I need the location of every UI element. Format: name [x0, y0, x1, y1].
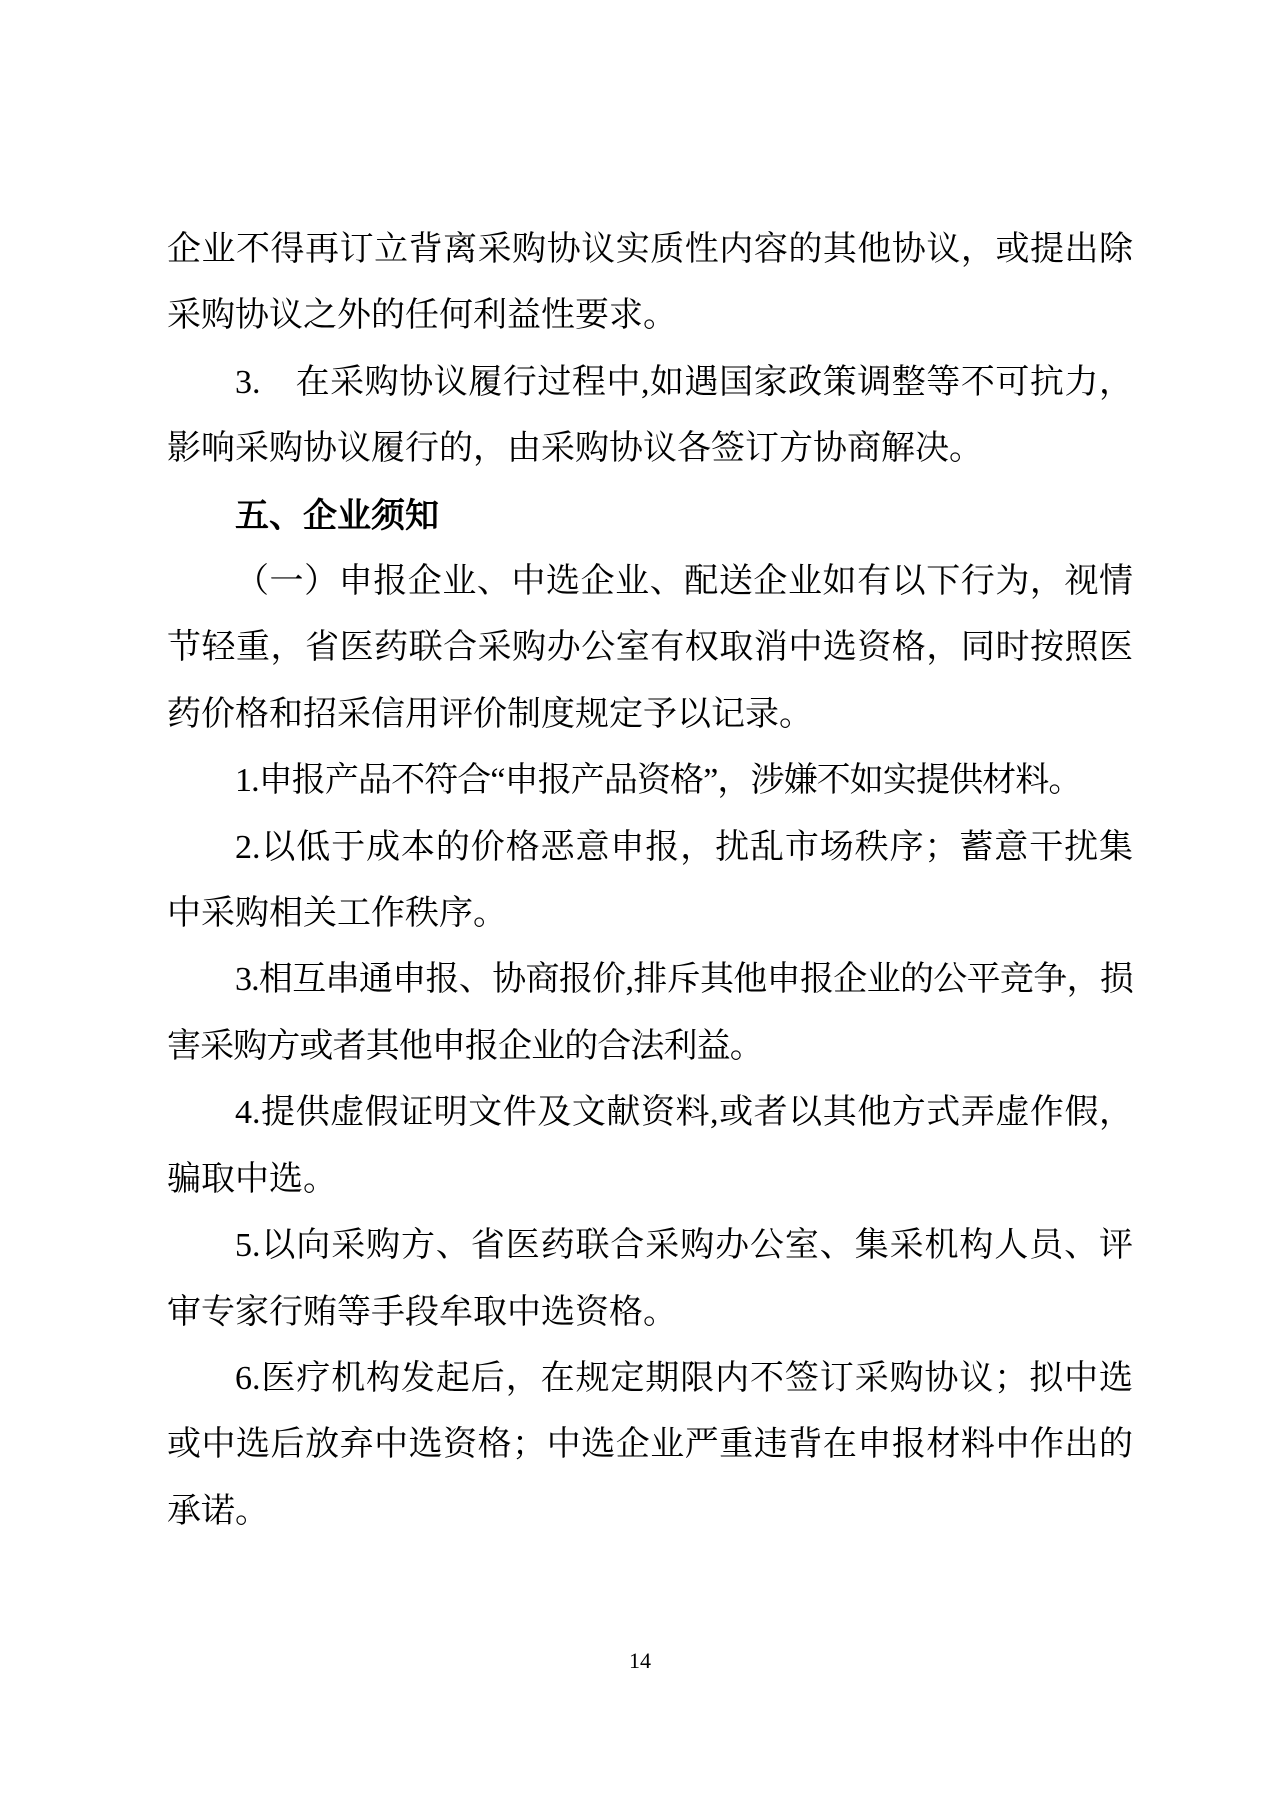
paragraph: 6.医疗机构发起后，在规定期限内不签订采购协议；拟中选或中选后放弃中选资格；中选企业严重违背在申报材料中作出的承诺。	[167, 1359, 1133, 1530]
page-number: 14	[629, 1648, 651, 1673]
paragraph: 2.以低于成本的价格恶意申报，扰乱市场秩序；蓄意干扰集中采购相关工作秩序。	[167, 828, 1133, 933]
paragraph: 4.提供虚假证明文件及文献资料,或者以其他方式弄虚作假，骗取中选。	[167, 1094, 1133, 1198]
paragraph: （一）申报企业、中选企业、配送企业如有以下行为，视情节轻重，省医药联合采购办公室有权取消中选资格，同时按照医药价格和招采信用评价制度规定予以记录。	[167, 563, 1133, 733]
paragraph: 1.申报产品不符合“申报产品资格”，涉嫌不如实提供材料。	[235, 762, 1082, 800]
paragraph: 企业不得再订立背离采购协议实质性内容的其他协议，或提出除采购协议之外的任何利益性要求。	[167, 231, 1133, 335]
paragraph: 5.以向采购方、省医药联合采购办公室、集采机构人员、评审专家行贿等手段牟取中选资格。	[167, 1227, 1133, 1331]
paragraph: 3. 在采购协议履行过程中,如遇国家政策调整等不可抗力，影响采购协议履行的，由采购协议各签订方协商解决。	[167, 363, 1133, 468]
document-body	[167, 217, 1133, 1545]
section-heading: 五、企业须知	[235, 496, 439, 535]
paragraph: 3.相互串通申报、协商报价,排斥其他申报企业的公平竞争，损害采购方或者其他申报企业的合法利益。	[167, 961, 1133, 1065]
